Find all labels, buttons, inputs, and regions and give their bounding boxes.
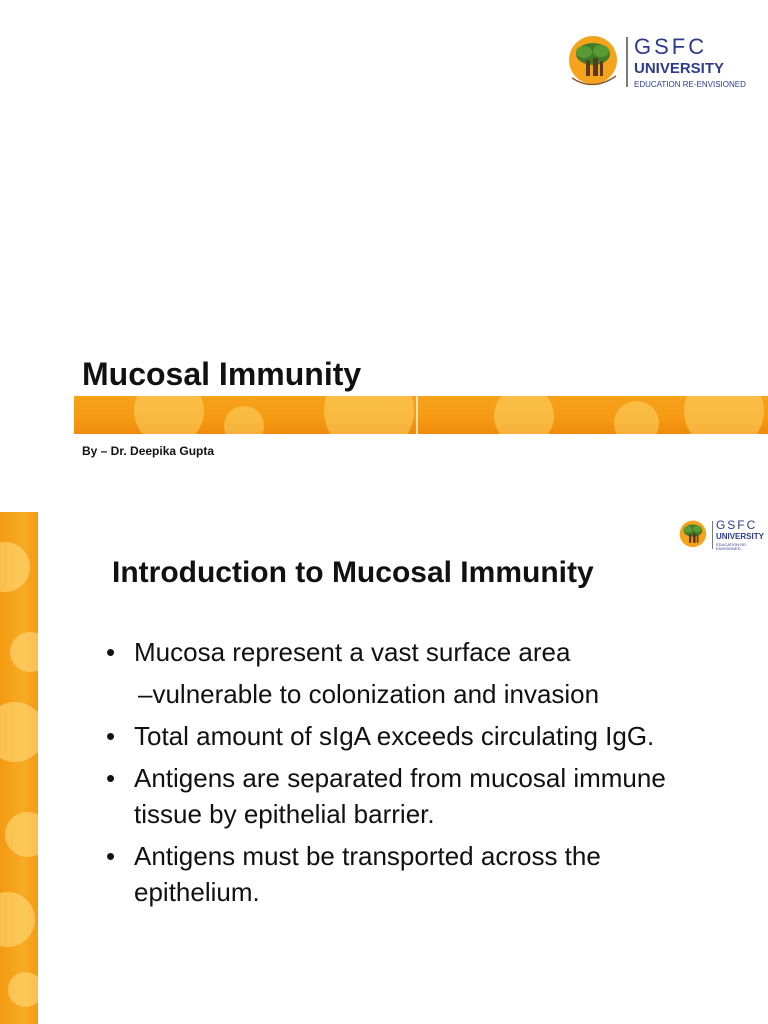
logo-university: UNIVERSITY — [715, 532, 764, 541]
logo-divider — [712, 521, 713, 549]
list-item: • Mucosa represent a vast surface area — [106, 637, 571, 667]
university-logo — [566, 32, 746, 92]
list-item: • Total amount of sIgA exceeds circulating IgG. — [106, 721, 655, 751]
bullet-list — [106, 634, 706, 916]
logo-tagline: EDUCATION RE-ENVISIONED — [715, 542, 748, 551]
list-item: –vulnerable to colonization and invasion — [138, 679, 600, 709]
banyan-tree-logo-icon — [678, 518, 710, 552]
title-slide — [0, 0, 768, 500]
logo-divider — [626, 37, 628, 87]
author-byline: By – Dr. Deepika Gupta — [82, 444, 215, 458]
slide-title: Mucosal Immunity — [82, 356, 362, 392]
logo-name: GSFC — [715, 518, 758, 532]
decorative-orange-sidebar — [0, 512, 38, 1024]
list-item: • Antigens must be transported across the epithelium. — [106, 841, 601, 907]
logo-wordmark — [716, 519, 768, 551]
university-logo-small — [678, 518, 768, 552]
logo-wordmark — [634, 33, 746, 89]
list-item: • Antigens are separated from mucosal immune tissue by epithelial barrier. — [106, 763, 666, 829]
slide-title: Introduction to Mucosal Immunity — [112, 556, 594, 589]
logo-tagline: EDUCATION RE-ENVISIONED — [634, 79, 746, 89]
banyan-tree-logo-icon — [566, 32, 624, 92]
content-slide — [0, 512, 768, 1024]
logo-name: GSFC — [634, 33, 708, 59]
decorative-orange-band — [74, 396, 768, 434]
logo-university: UNIVERSITY — [634, 59, 725, 77]
